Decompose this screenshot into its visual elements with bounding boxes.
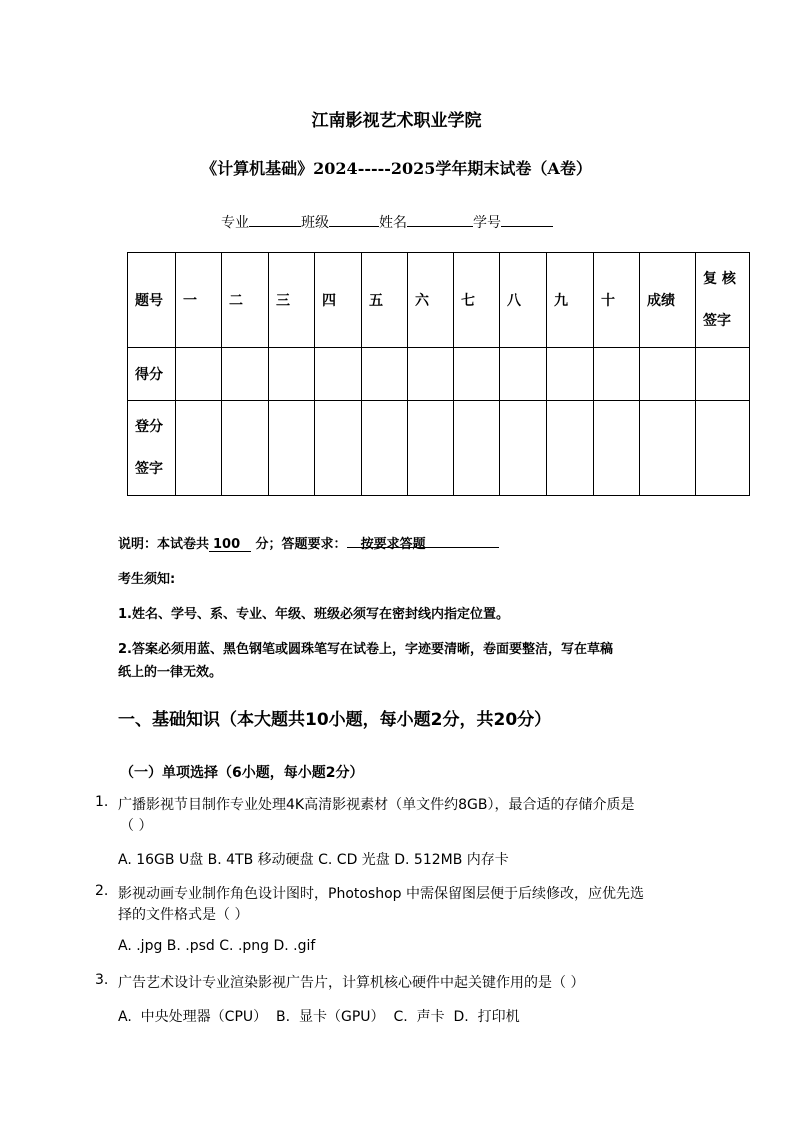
score-cell[interactable] <box>362 348 408 401</box>
table-cell: 三 <box>269 253 315 348</box>
table-cell: 一 <box>176 253 222 348</box>
score-cell[interactable] <box>500 348 547 401</box>
student-info-line <box>221 212 553 232</box>
score-cell[interactable] <box>547 348 594 401</box>
exam-instructions <box>118 533 499 552</box>
notice-item-2: 2.答案必须用蓝、黑色钢笔或圆珠笔写在试卷上，字迹要清晰，卷面要整洁，写在草稿 <box>118 642 613 657</box>
notice-item-1: 1.姓名、学号、系、专业、年级、班级必须写在密封线内指定位置。 <box>118 607 509 622</box>
score-cell[interactable] <box>594 348 640 401</box>
name-blank[interactable] <box>407 212 473 227</box>
question-number: 2. <box>95 883 109 899</box>
question-text: 广告艺术设计专业渲染影视广告片，计算机核心硬件中起关键作用的是（ ） <box>118 975 585 991</box>
score-cell[interactable] <box>408 348 454 401</box>
field-major: 专业 <box>221 215 249 231</box>
table-cell: 十 <box>594 253 640 348</box>
exam-title: 《计算机基础》2024-----2025学年期末试卷（A卷） <box>201 159 592 178</box>
table-cell: 题号 <box>128 253 176 348</box>
requirement-value: 按要求答题 <box>347 533 499 548</box>
sign-cell[interactable] <box>696 401 750 496</box>
sign-cell[interactable] <box>269 401 315 496</box>
sign-cell[interactable] <box>408 401 454 496</box>
school-name: 江南影视艺术职业学院 <box>311 111 482 131</box>
score-table <box>127 252 750 496</box>
score-cell[interactable] <box>696 348 750 401</box>
score-cell[interactable] <box>454 348 500 401</box>
table-cell: 四 <box>315 253 362 348</box>
field-name: 姓名 <box>379 215 407 231</box>
score-cell[interactable] <box>269 348 315 401</box>
question-options: A. 中央处理器（CPU） B. 显卡（GPU） C. 声卡 D. 打印机 <box>118 1009 520 1025</box>
table-cell: 九 <box>547 253 594 348</box>
notice-title: 考生须知: <box>118 572 176 587</box>
instructions-label: 说明：本试卷共 <box>118 537 210 552</box>
question-text: 影视动画专业制作角色设计图时，Photoshop 中需保留图层便于后续修改，应优先选 <box>118 886 645 902</box>
total-score: 100 <box>209 537 251 552</box>
table-cell: 成绩 <box>640 253 696 348</box>
table-cell: 八 <box>500 253 547 348</box>
sign-cell[interactable] <box>176 401 222 496</box>
subsection-heading: （一）单项选择（6小题，每小题2分） <box>120 765 364 781</box>
notice-item-2-cont: 纸上的一律无效。 <box>118 665 223 680</box>
table-cell: 得分 <box>128 348 176 401</box>
table-cell: 登分 签字 <box>128 401 176 496</box>
sign-cell[interactable] <box>315 401 362 496</box>
sign-cell[interactable] <box>547 401 594 496</box>
question-options: A. 16GB U盘 B. 4TB 移动硬盘 C. CD 光盘 D. 512MB 内存卡 <box>118 852 509 868</box>
answer-blank: （ ） <box>120 818 153 834</box>
question-text-cont: 择的文件格式是（ ） <box>118 907 249 923</box>
question-number: 3. <box>95 972 109 988</box>
score-cell[interactable] <box>222 348 269 401</box>
sign-cell[interactable] <box>500 401 547 496</box>
score-cell[interactable] <box>315 348 362 401</box>
table-cell: 七 <box>454 253 500 348</box>
sign-cell[interactable] <box>362 401 408 496</box>
score-cell[interactable] <box>176 348 222 401</box>
table-cell: 复 核 签字 <box>696 253 750 348</box>
field-class: 班级 <box>301 215 329 231</box>
sign-cell[interactable] <box>640 401 696 496</box>
question-options: A. .jpg B. .psd C. .png D. .gif <box>118 938 316 954</box>
question-number: 1. <box>95 794 109 810</box>
id-blank[interactable] <box>501 212 553 227</box>
question-text: 广播影视节目制作专业处理4K高清影视素材（单文件约8GB），最合适的存储介质是 <box>118 797 635 813</box>
sign-cell[interactable] <box>454 401 500 496</box>
sign-cell[interactable] <box>594 401 640 496</box>
table-row-score <box>128 348 750 401</box>
score-cell[interactable] <box>640 348 696 401</box>
major-blank[interactable] <box>249 212 301 227</box>
field-id: 学号 <box>473 215 501 231</box>
table-cell: 二 <box>222 253 269 348</box>
class-blank[interactable] <box>329 212 379 227</box>
table-row-signature <box>128 401 750 496</box>
table-cell: 五 <box>362 253 408 348</box>
sign-cell[interactable] <box>222 401 269 496</box>
requirement-label: 分；答题要求： <box>255 537 347 552</box>
section-heading: 一、基础知识（本大题共10小题，每小题2分，共20分） <box>118 710 552 730</box>
table-header-row <box>128 253 750 348</box>
table-cell: 六 <box>408 253 454 348</box>
